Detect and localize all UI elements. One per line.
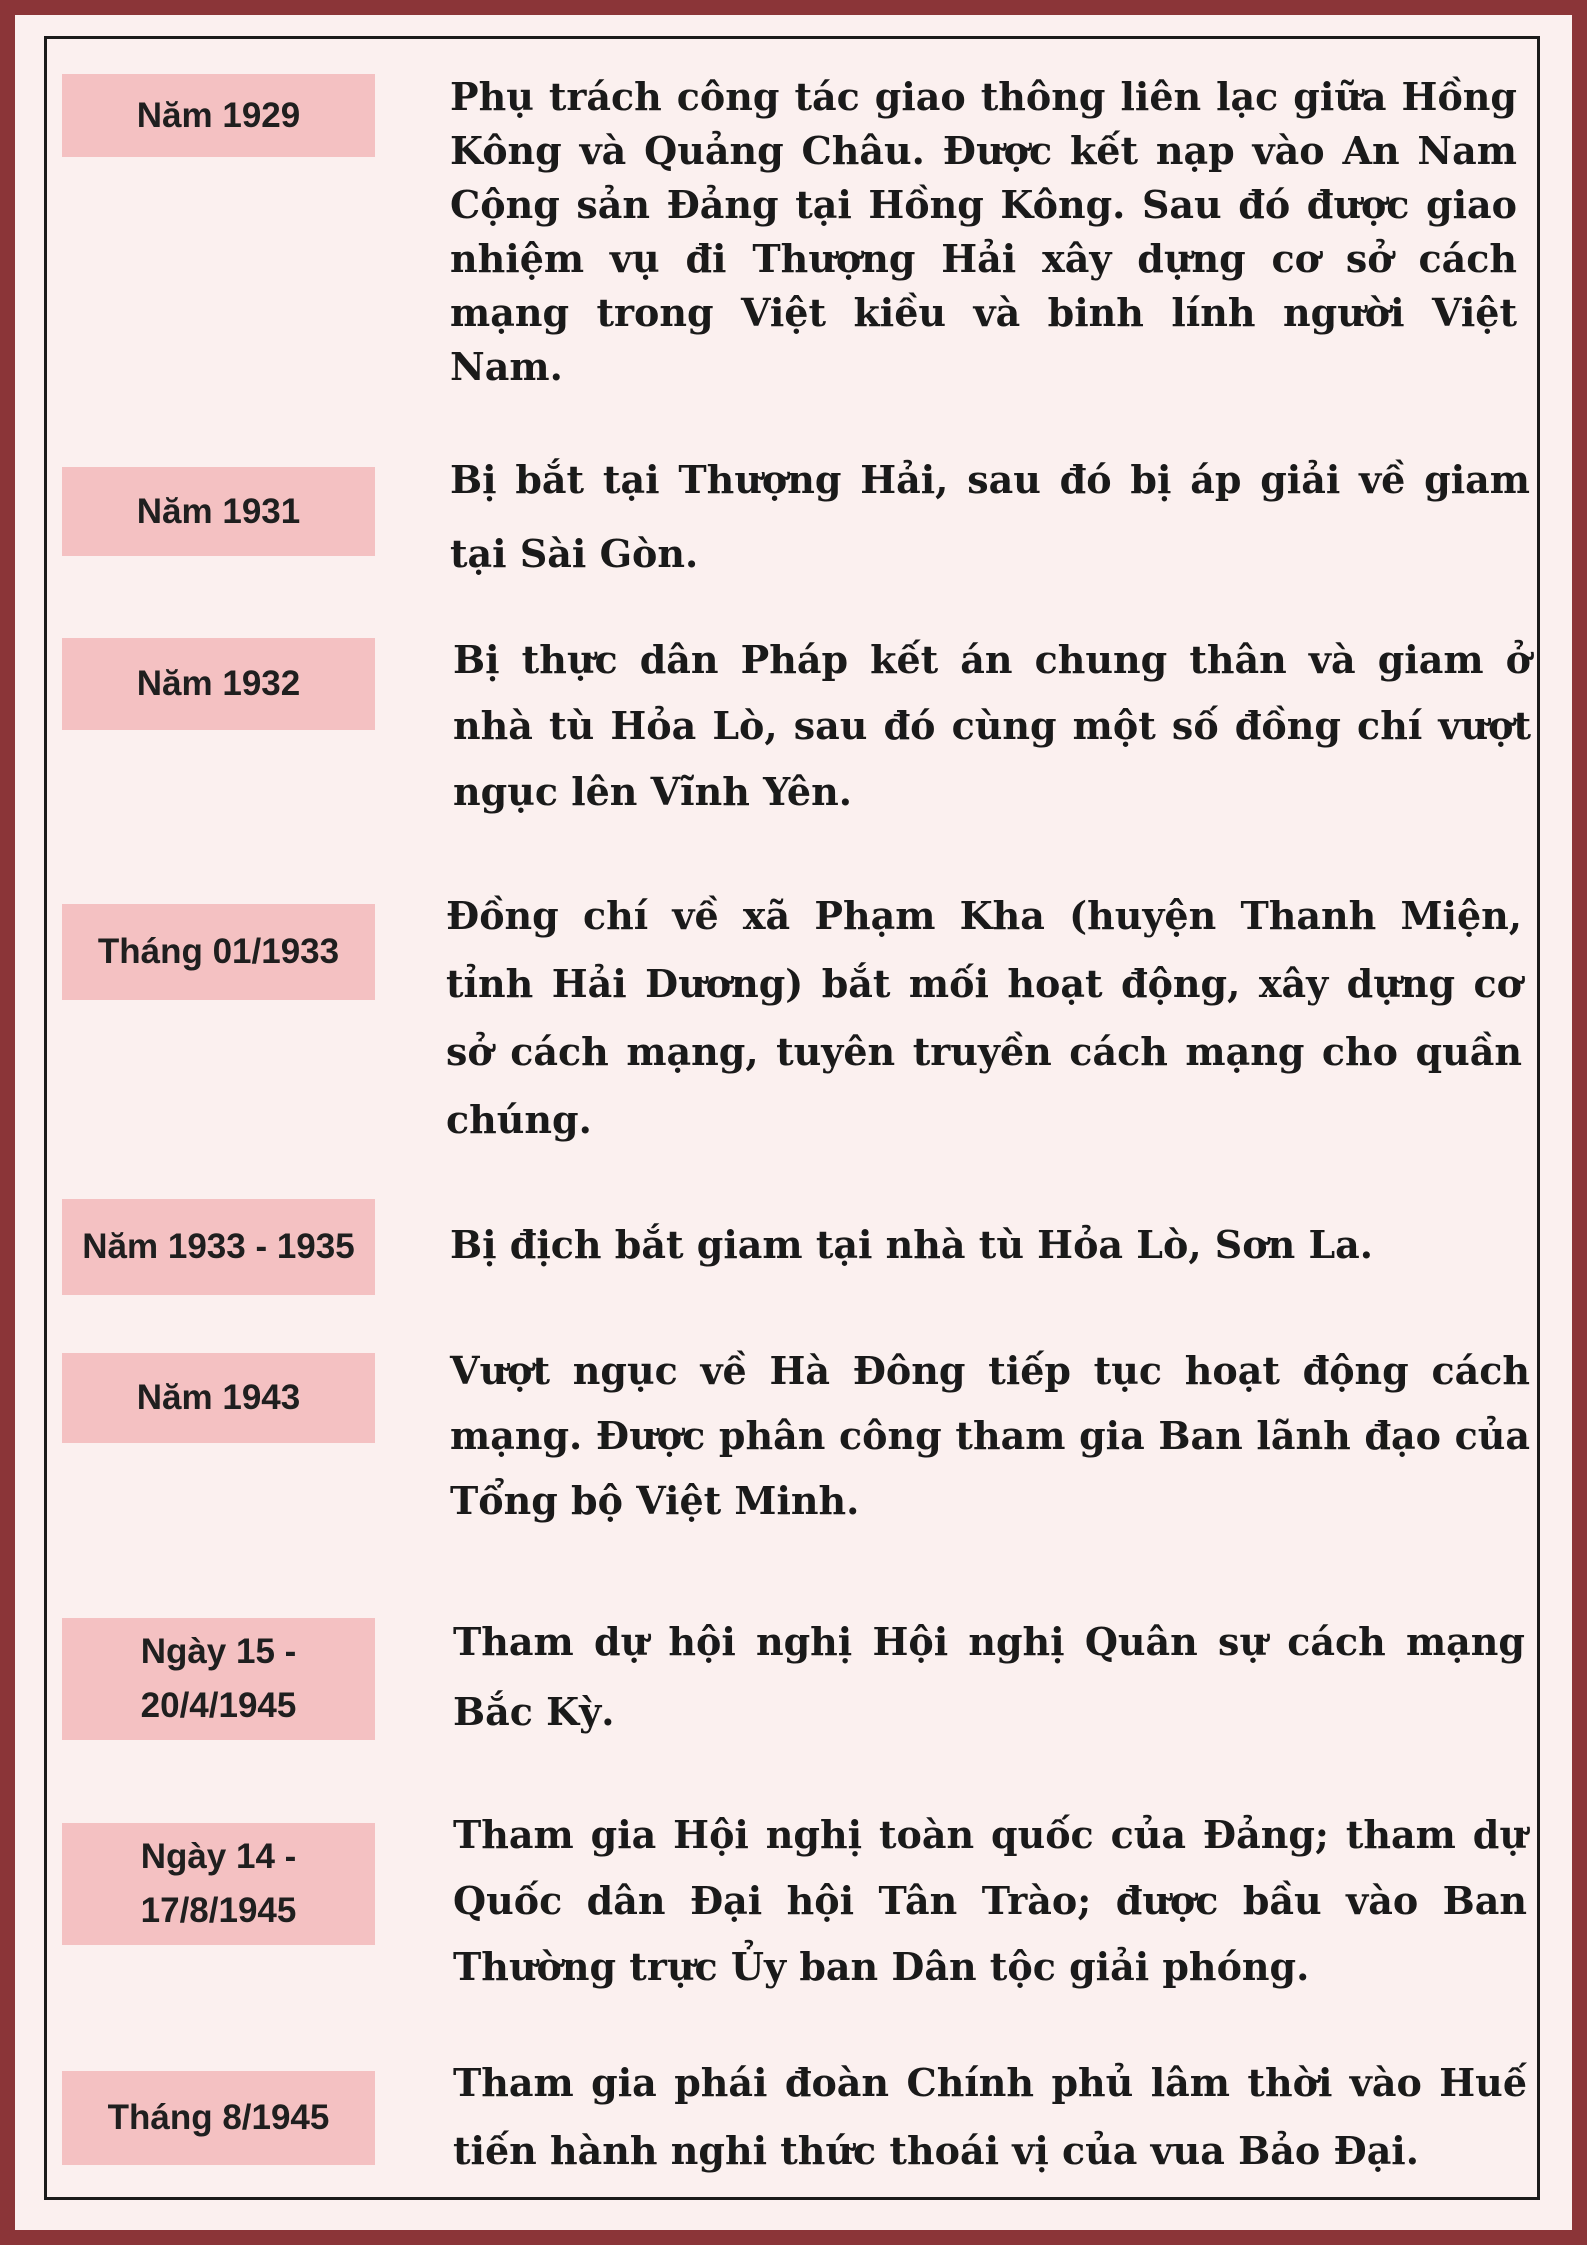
- timeline-text-1929: Phụ trách công tác giao thông liên lạc giữa Hồng Kông và Quảng Châu. Được kết nạp vào An Nam Cộng sản Đảng tại Hồng Kông. Sau đó được giao nhiệm vụ đi Thượng Hải xây dựng cơ sở cách mạng trong Việt kiều và binh lính người Việt Nam.: [450, 74, 1517, 389]
- timeline-date-1929: Năm 1929: [62, 74, 375, 157]
- timeline-date-8-1945: Tháng 8/1945: [62, 2071, 375, 2165]
- timeline-text-08-1945-congress: Tham gia Hội nghị toàn quốc của Đảng; tham dự Quốc dân Đại hội Tân Trào; được bầu vào Ban Thường trực Ủy ban Dân tộc giải phóng.: [453, 1812, 1527, 1989]
- timeline-text-8-1945: Tham gia phái đoàn Chính phủ lâm thời vào Huế tiến hành nghi thức thoái vị của vua Bảo Đại.: [453, 2060, 1527, 2173]
- timeline-date-01-1933: Tháng 01/1933: [62, 904, 375, 1000]
- timeline-text-1932: Bị thực dân Pháp kết án chung thân và giam ở nhà tù Hỏa Lò, sau đó cùng một số đồng chí vượt ngục lên Vĩnh Yên.: [453, 637, 1531, 814]
- timeline-date-04-1945: Ngày 15 - 20/4/1945: [62, 1618, 375, 1740]
- timeline-date-1931: Năm 1931: [62, 467, 375, 556]
- timeline-date-1943: Năm 1943: [62, 1353, 375, 1443]
- timeline-date-08-1945-congress: Ngày 14 - 17/8/1945: [62, 1823, 375, 1945]
- timeline-text-04-1945: Tham dự hội nghị Hội nghị Quân sự cách mạng Bắc Kỳ.: [453, 1619, 1525, 1734]
- timeline-text-01-1933: Đồng chí về xã Phạm Kha (huyện Thanh Miện, tỉnh Hải Dương) bắt mối hoạt động, xây dựng cơ sở cách mạng, tuyên truyền cách mạng cho quần chúng.: [446, 893, 1522, 1142]
- timeline-date-1932: Năm 1932: [62, 638, 375, 730]
- timeline-date-1933-1935: Năm 1933 - 1935: [62, 1199, 375, 1295]
- timeline-text-1933-1935: Bị địch bắt giam tại nhà tù Hỏa Lò, Sơn La.: [450, 1222, 1374, 1267]
- timeline-text-1931: Bị bắt tại Thượng Hải, sau đó bị áp giải về giam tại Sài Gòn.: [450, 457, 1530, 576]
- timeline-text-1943: Vượt ngục về Hà Đông tiếp tục hoạt động cách mạng. Được phân công tham gia Ban lãnh đạo của Tổng bộ Việt Minh.: [450, 1348, 1530, 1523]
